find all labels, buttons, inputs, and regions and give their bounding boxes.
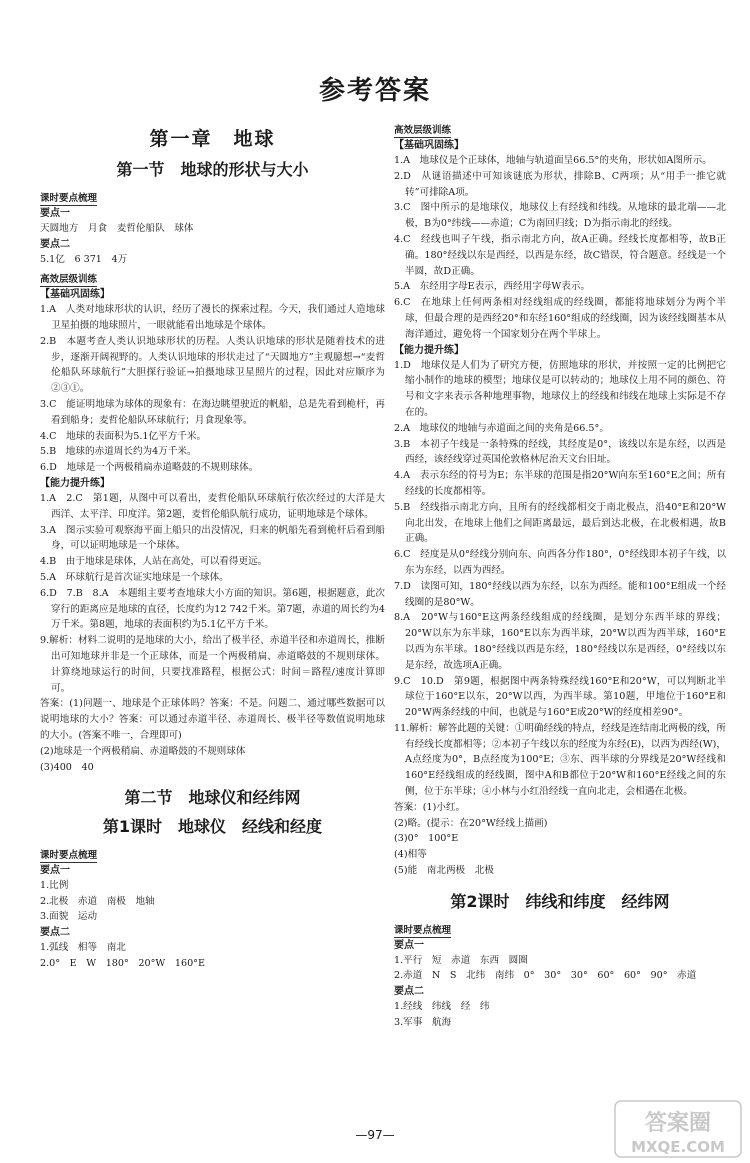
answer-item: 6.C 在地球上任何两条相对经线组成的经线圈，都能将地球划分为两个半球，但最合理的是西经20°和东经160°组成的经线圈，因为该经线圈基本从海洋通过，避免将一个国家划分在两个半球上。 (394, 297, 726, 340)
answer-item: 11.解析：解答此题的关键：①明确经线的特点，经线是连结南北两极的线，所有经线长度都相等；②本初子午线以东的经度为东经(E)，以西为西经(W)，A点经度为0°，B点经度为100°E；③东、西半球的分界线是20°W经线和160°E经线组成的经线圈，图中A和B都位于20°W和160°E经线之间的东侧，位于东半球；④小林与小红沿经线一直向北走，会相遇在北极。 (394, 722, 726, 798)
keypoint-heading: 要点一 (40, 208, 70, 219)
section-title-1: 第一节 地球的形状与大小 (116, 160, 309, 179)
answer-item: 6.C 经度是从0°经线分别向东、向西各分作180°，0°经线即本初子午线，以东为东经，以西为西经。 (394, 549, 726, 576)
keypoint-heading: 要点二 (40, 238, 70, 250)
keypoint-text: 3.面貌 运动 (40, 911, 98, 923)
answer-text: (3)0° 100°E (394, 833, 459, 845)
keypoint-text: 1.平行 短 赤道 东西 圆圈 (394, 954, 528, 966)
keypoint-text: 1.比例 (40, 880, 69, 892)
keypoint-text: 天圆地方 月食 麦哲伦船队 球体 (40, 223, 194, 234)
right-column (394, 118, 726, 1030)
answer-item: 5.B 地球的赤道周长约为4万千米。 (40, 446, 197, 458)
answer-item: 1.A 2.C 第1题，从图中可以看出，麦哲伦船队环球航行依次经过的大洋是大西洋、太平洋、印度洋。第2题，麦哲伦船队航行成功，证明地球是个球体。 (40, 492, 385, 520)
answer-item: 5.B 经线指示南北方向，且所有的经线都相交于南北极点，沿40°E和20°W向北出发，在地球上他们之间距离最远，最后到达北极，在北极相遇，故B正确。 (394, 501, 726, 545)
keypoints-label: 课时要点梳理 (40, 850, 98, 862)
answer-text: 答案：(1)问题一、地球是个正球体吗？答案：不是。问题二、通过哪些数据可以说明地球的大小？答案：可以通过赤道半径、赤道周长、极半径等数值说明地球的大小。(答案不唯一，合理即可) (40, 698, 385, 741)
answer-item: 2.A 地球仪的地轴与赤道面之间的夹角是66.5°。 (394, 422, 609, 434)
answer-item: 4.C 经线也叫子午线，指示南北方向，故A正确。经线长度都相等，故B正确。180°经线以东是西经，以西是东经，故C错误，符合题意。经线是一个半圆，故D正确。 (394, 233, 726, 277)
answer-text: 答案：(1)小红。 (394, 801, 466, 813)
keypoint-text: 2.北极 赤道 南极 地轴 (40, 895, 155, 907)
answer-item: 5.A 环球航行是首次证实地球是一个球体。 (40, 571, 229, 583)
answer-item: 4.C 地球的表面积为5.1亿平方千米。 (40, 430, 207, 442)
answer-item: 4.B 由于地球是球体，人站在高处，可以看得更远。 (40, 556, 268, 568)
answer-item: 3.C 图中所示的是地球仪，地球仪上有经线和纬线。从地球的最北端——北极，B为0°纬线——赤道；C为南回归线；D为指示南北的经线。 (394, 202, 726, 230)
keypoint-text: 3.军事 航海 (394, 1016, 452, 1028)
chapter-title: 第一章 地球 (149, 128, 276, 150)
ability-label: 【能力提升练】 (394, 344, 464, 356)
answer-item: 3.B 本初子午线是一条特殊的经线，其经度是0°，该线以东是东经，以西是西经，该经线穿过英国伦敦格林尼治天文台旧址。 (394, 438, 726, 466)
answer-text: (2)地球是一个两极稍扁、赤道略鼓的不规则球体 (40, 745, 246, 757)
keypoint-text: 2.0° E W 180° 20°W 160°E (40, 957, 205, 969)
answer-item: 2.B 本题考查人类认识地球形状的历程。人类认识地球的形状是随着技术的进步，逐渐开阔视野的。人类认识地球的形状走过了“天圆地方”主观臆想→“麦哲伦船队环球航行”大胆探行验证→拍摄地球卫星照片的过程，因此对应顺序为②③①。 (40, 335, 385, 395)
answer-item: 3.A 图示实验可观察海平面上船只的出没情况，归来的帆船先看到桅杆后看到船身，可以证明地球是一个球体。 (40, 524, 385, 552)
answer-item: 1.A 地球仪是个正球体，地轴与轨道面呈66.5°的夹角，形状如A图所示。 (394, 155, 712, 166)
answer-item: 9.C 10.D 第9题，根据图中两条特殊经线160°E和20°W，可以判断北半球位于160°E以东，20°W以西，为西半球。第10题，甲地位于160°E和20°W两条经线的中间，也就是与160°E成20°W的经度相差90°。 (394, 675, 726, 719)
answer-item: 6.D 7.B 8.A 本题组主要考查地球大小方面的知识。第6题，根据题意，此次穿行的距离应是地球的直径，长度约为12 742千米。第7题，赤道的周长约为4万千米。第8题，地球的表面积约为5.1亿平方千米。 (40, 587, 385, 631)
lesson-title-2: 第2课时 纬线和纬度 经纬网 (450, 891, 670, 911)
answer-item: 6.D 地球是一个两极稍扁赤道略鼓的不规则球体。 (40, 462, 259, 474)
keypoint-heading: 要点一 (394, 939, 424, 951)
left-column (40, 118, 385, 971)
drill-label: 高效层级训练 (40, 274, 98, 286)
ability-label: 【能力提升练】 (40, 477, 110, 489)
answer-item: 5.A 东经用字母E表示，西经用字母W表示。 (394, 281, 591, 293)
keypoint-text: 5.1亿 6 371 4万 (40, 253, 128, 265)
basic-label: 【基础巩固练】 (40, 289, 110, 301)
keypoint-heading: 要点二 (40, 927, 70, 939)
answer-item: 3.C 能证明地球为球体的现象有：在海边眺望驶近的帆船，总是先看到桅杆，再看到船身；麦哲伦船队环球航行；月食现象等。 (40, 398, 385, 426)
answer-item: 1.D 地球仪是人们为了研究方便，仿照地球的形状，并按照一定的比例把它缩小制作的地球的模型；地球仪是可以转动的；地球仪上用不同的颜色、符号和文字来表示各种地理事物，地球仪上的经线和纬线在地球上实际是不存在的。 (394, 359, 726, 418)
answer-item: 4.A 表示东经的符号为E；东半球的范围是指20°W向东至160°E之间；所有经线的长度都相等。 (394, 470, 726, 497)
keypoint-text: 1.经线 纬线 经 纬 (394, 1001, 490, 1013)
keypoints-label: 课时要点梳理 (40, 193, 98, 204)
answer-text: (3)400 40 (40, 761, 94, 773)
watermark-text-1: 答案圈 (644, 1111, 712, 1136)
answer-item: 7.D 读图可知，180°经线以西为东经，以东为西经。能和100°E组成一个经线圈的是80°W。 (394, 580, 726, 608)
answer-item: 2.D 从谜语描述中可知该谜底为形状，排除B、C两项；从“用手一推它就转”可排除A项。 (394, 170, 726, 198)
answer-text: (5)能 南北两极 北极 (394, 865, 494, 877)
lesson-title-1: 第1课时 地球仪 经线和经度 (102, 817, 323, 837)
section-title-2: 第二节 地球仪和经纬网 (124, 788, 301, 808)
answer-text: (2)略。(提示：在20°W经线上描画) (394, 817, 548, 829)
basic-label: 【基础巩固练】 (394, 140, 464, 151)
drill-label: 高效层级训练 (394, 125, 452, 136)
page-number: —97— (355, 1128, 395, 1142)
answer-item: 8.A 20°W与160°E这两条经线组成的经线圈，是划分东西半球的界线；20°W以东为东半球，160°E以东为西半球，20°W以西为西半球，160°E以西为东半球。180°经线以西是东经，180°经线以东是西经，0°经线以东是东经，故选项A正确。 (394, 612, 726, 671)
watermark-logo (614, 1100, 742, 1158)
keypoint-text: 2.赤道 N S 北纬 南纬 0° 30° 30° 60° 60° 90° 赤道 (394, 970, 697, 982)
keypoint-text: 1.弧线 相等 南北 (40, 942, 126, 954)
answer-text: (4)相等 (394, 849, 427, 861)
answer-item: 9.解析：材料二说明的是地球的大小，给出了极半径、赤道半径和赤道周长，推断出可知地球并非是一个正球体，而是一个两极稍扁、赤道略鼓的不规则球体。计算绕地球运行的时间，只要找准路程，根据公式：时间＝路程/速度计算即可。 (40, 635, 385, 694)
page-title: 参考答案 (318, 76, 431, 106)
keypoint-heading: 要点二 (394, 986, 424, 998)
keypoints-label: 课时要点梳理 (394, 924, 452, 936)
keypoint-heading: 要点一 (40, 865, 70, 877)
answer-item: 1.A 人类对地球形状的认识，经历了漫长的探索过程。今天，我们通过人造地球卫星拍摄的地球照片，一眼就能看出地球是个球体。 (40, 304, 385, 331)
watermark-text-2: MXQE.COM (631, 1138, 725, 1156)
